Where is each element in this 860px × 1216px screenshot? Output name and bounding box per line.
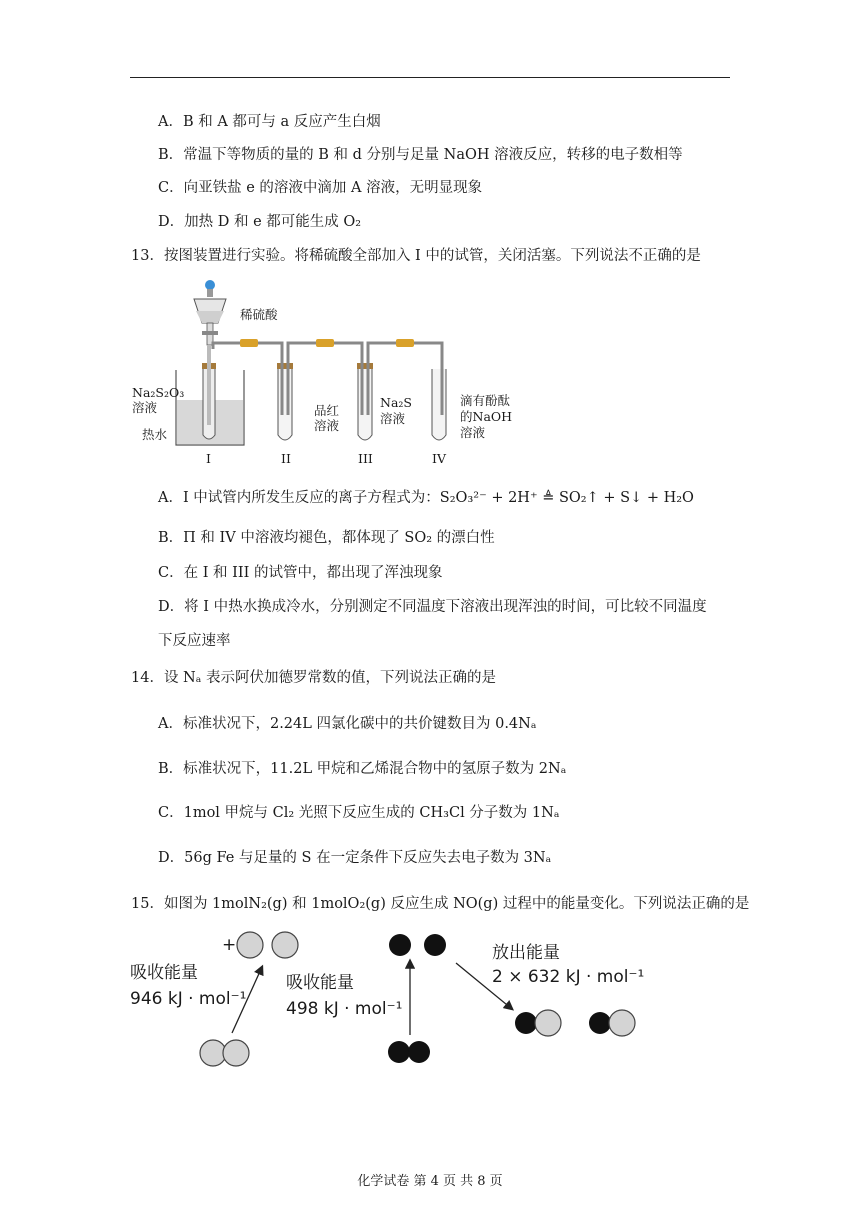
- tube4-label: 滴有酚酞: [460, 393, 511, 408]
- q13-option-a: A．I 中试管内所发生反应的离子方程式为：S₂O₃²⁻ + 2H⁺ ≜ SO₂↑ + S↓ + H₂O: [158, 490, 694, 506]
- absorb2-title: 吸收能量: [286, 973, 354, 993]
- q12-option-a: A．B 和 A 都可与 a 反应产生白烟: [158, 114, 381, 130]
- roman-3: III: [358, 451, 373, 466]
- tube4-label-3: 溶液: [460, 425, 486, 440]
- q14-option-a: A．标准状况下，2.24L 四氯化碳中的共价键数目为 0.4Nₐ: [158, 716, 537, 732]
- tube3-label-2: 溶液: [380, 411, 406, 426]
- q13-option-d-cont: 下反应速率: [158, 633, 231, 649]
- q12-option-b: B．常温下等物质的量的 B 和 d 分别与足量 NaOH 溶液反应，转移的电子数相等: [158, 147, 683, 163]
- q13-option-d: D．将 I 中热水换成冷水，分别测定不同温度下溶液出现浑浊的时间，可比较不同温度: [158, 599, 707, 615]
- q13-stem: 13．按图装置进行实验。将稀硫酸全部加入 I 中的试管，关闭活塞。下列说法不正确的是: [131, 248, 701, 264]
- tube2-label-2: 溶液: [314, 418, 340, 433]
- q12-option-c: C．向亚铁盐 e 的溶液中滴加 A 溶液，无明显现象: [158, 180, 483, 196]
- q13-option-b: B．Π 和 IV 中溶液均褪色，都体现了 SO₂ 的漂白性: [158, 530, 495, 546]
- release-value: 2 × 632 kJ · mol⁻¹: [492, 967, 645, 987]
- reagent-label-2: 溶液: [132, 400, 158, 415]
- absorb2-value: 498 kJ · mol⁻¹: [286, 999, 403, 1019]
- q13-apparatus-figure: [130, 275, 513, 470]
- apparatus-drawing: [130, 275, 513, 470]
- tube4-label-2: 的NaOH: [460, 409, 513, 424]
- roman-4: IV: [432, 451, 446, 466]
- plus-sign: +: [222, 935, 237, 955]
- q13-option-c: C．在 I 和 III 的试管中，都出现了浑浊现象: [158, 565, 443, 581]
- tube3-label: Na₂S: [380, 395, 412, 410]
- q14-option-d: D．56g Fe 与足量的 S 在一定条件下反应失去电子数为 3Nₐ: [158, 850, 552, 866]
- q14-option-c: C．1mol 甲烷与 Cl₂ 光照下反应生成的 CH₃Cl 分子数为 1Nₐ: [158, 805, 560, 821]
- release-title: 放出能量: [492, 943, 560, 963]
- roman-1: I: [206, 451, 211, 466]
- roman-2: II: [281, 451, 291, 466]
- absorb1-title: 吸收能量: [130, 963, 198, 983]
- page-footer: 化学试卷 第 4 页 共 8 页: [357, 1174, 503, 1189]
- hot-water-label: 热水: [142, 427, 168, 442]
- absorb1-value: 946 kJ · mol⁻¹: [130, 989, 247, 1009]
- q15-energy-figure: [120, 925, 660, 1075]
- tube2-label: 品红: [314, 403, 340, 418]
- reagent-label: Na₂S₂O₃: [132, 385, 185, 400]
- acid-label: 稀硫酸: [240, 307, 278, 322]
- q14-stem: 14．设 Nₐ 表示阿伏加德罗常数的值，下列说法正确的是: [131, 670, 496, 686]
- q14-option-b: B．标准状况下，11.2L 甲烷和乙烯混合物中的氢原子数为 2Nₐ: [158, 761, 567, 777]
- header-rule: [130, 77, 730, 78]
- q12-option-d: D．加热 D 和 e 都可能生成 O₂: [158, 214, 362, 230]
- q15-stem: 15．如图为 1molN₂(g) 和 1molO₂(g) 反应生成 NO(g) 过程中的能量变化。下列说法正确的是: [131, 896, 750, 912]
